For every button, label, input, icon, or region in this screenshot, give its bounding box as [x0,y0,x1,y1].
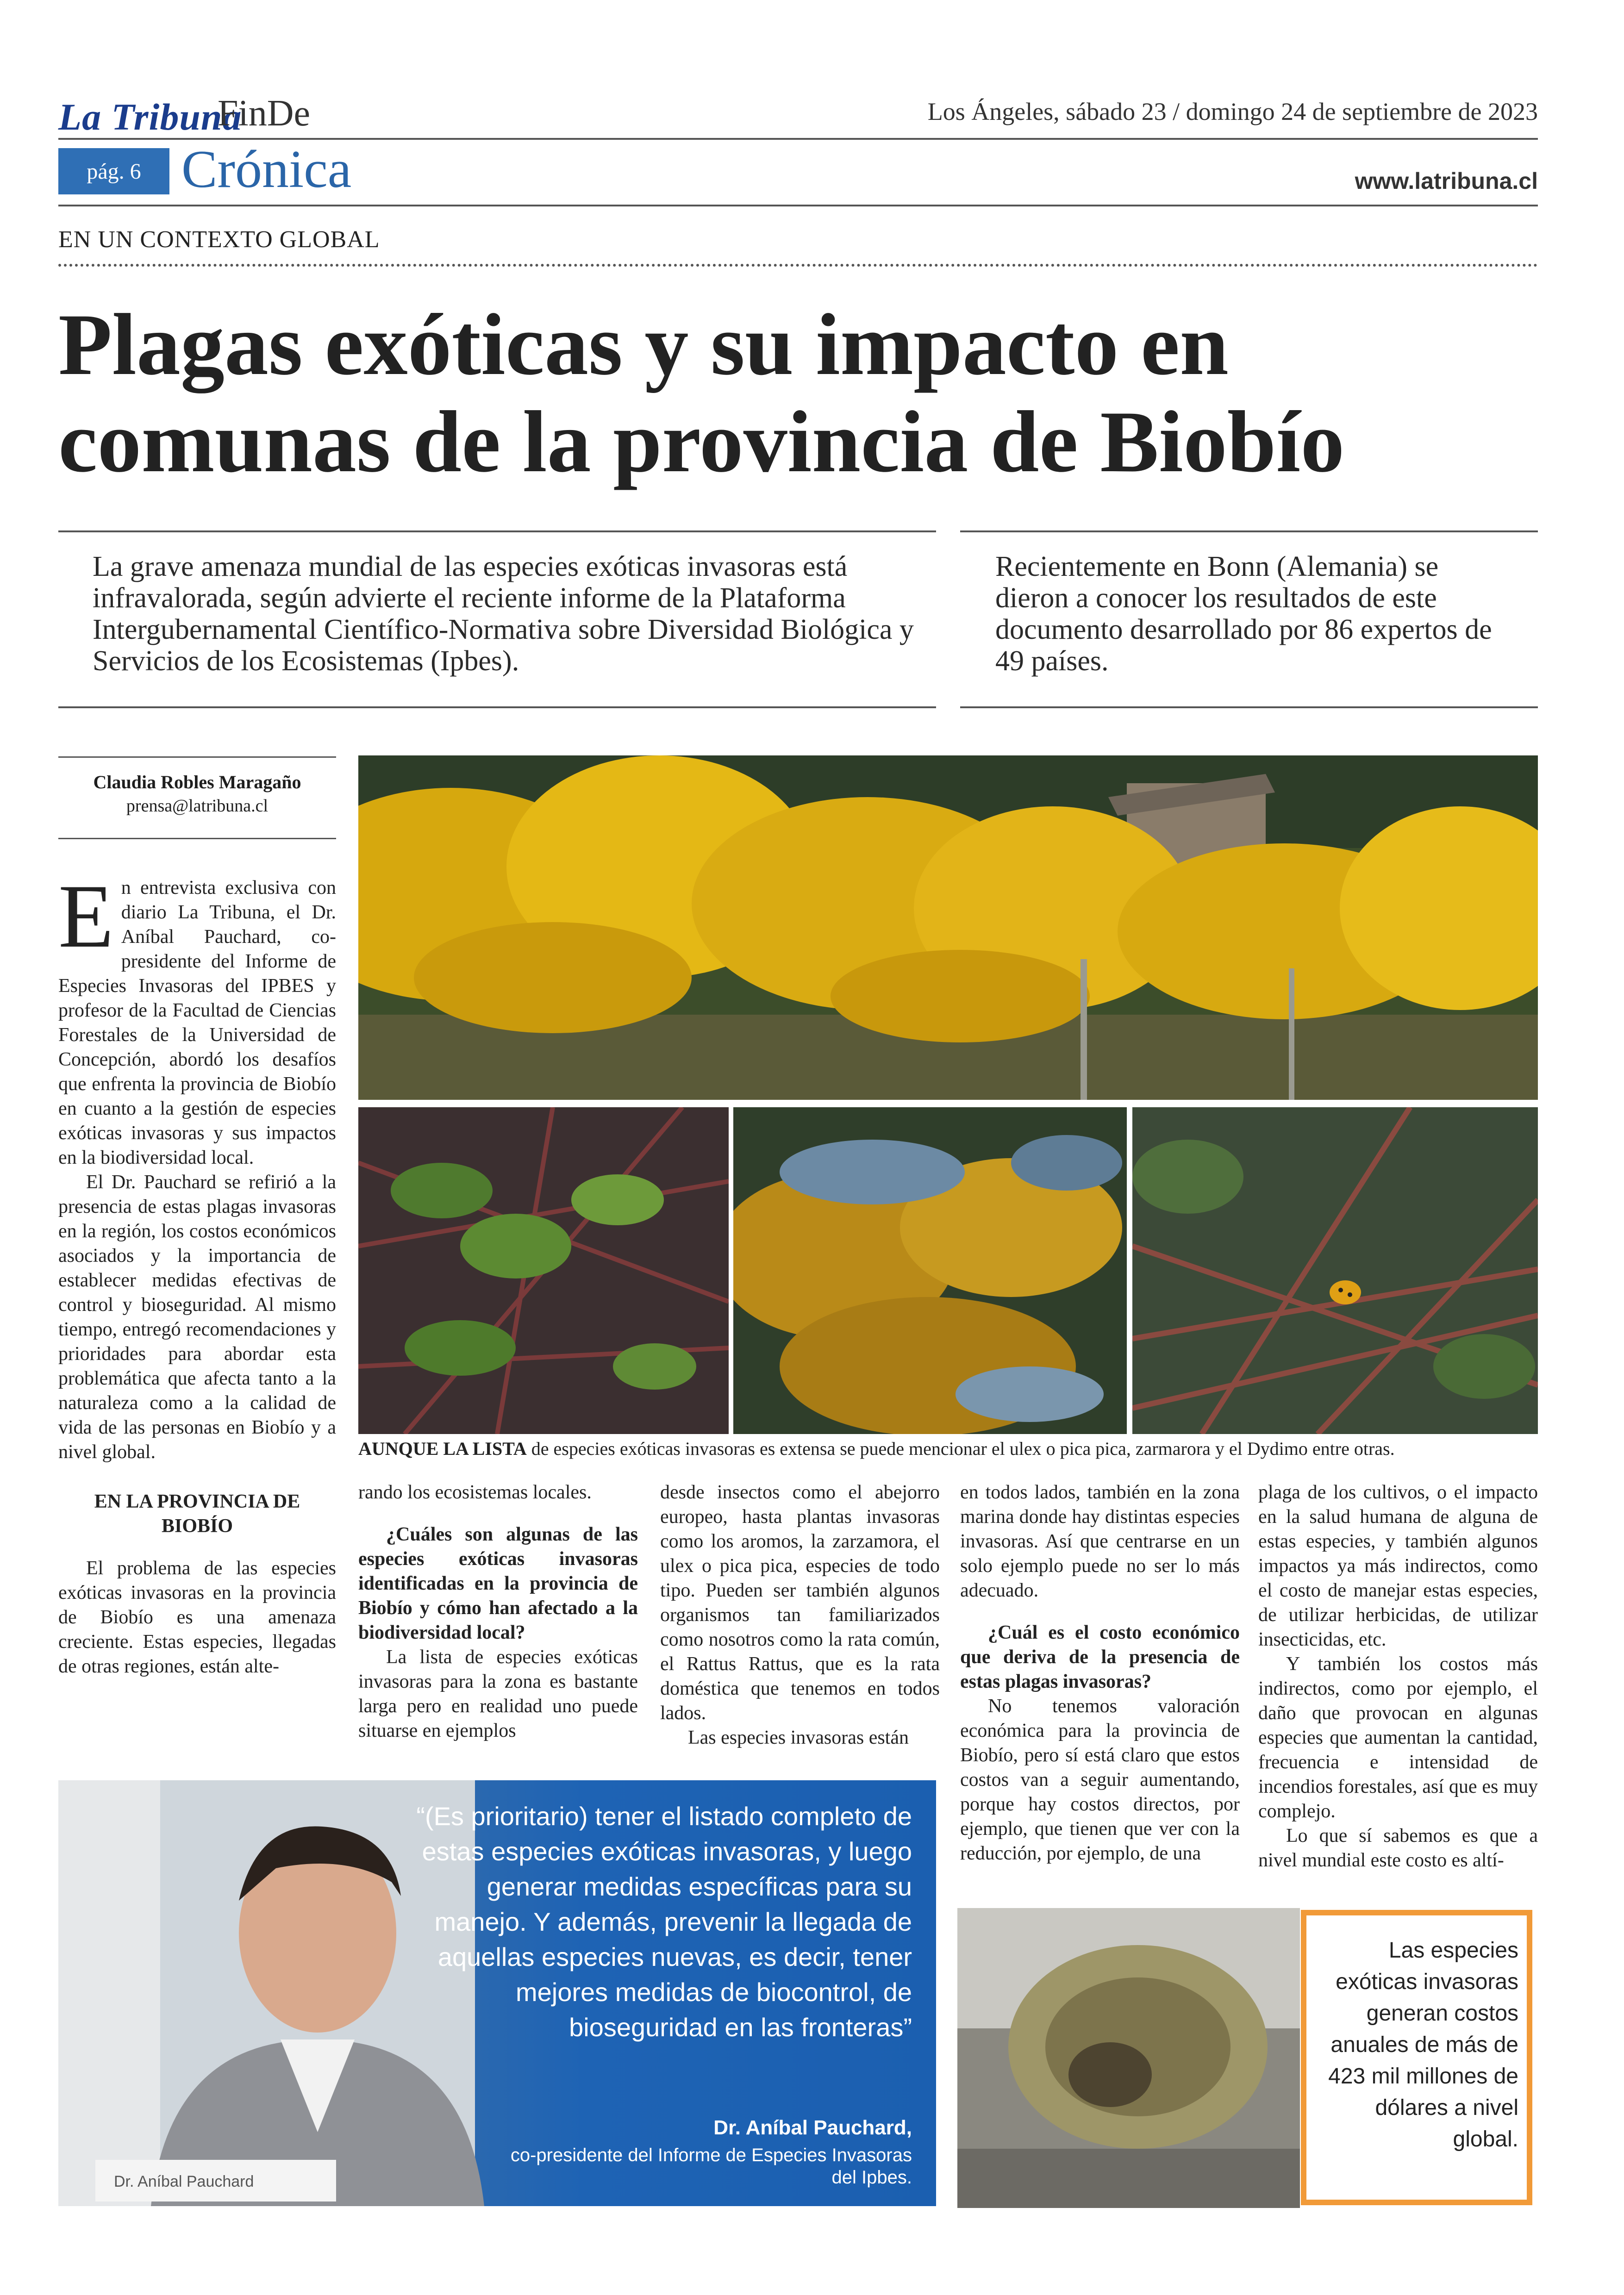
paragraph: desde insectos como el abejorro europeo, hasta plantas invasoras como los aromos, la zarzamora, el ulex o pica pica, especies de todo tipo. Pueden ser también algunos organismos tan familiarizados como nosotros como la rata común, el Rattus Rattus, que es la rata doméstica que tenemos en todos lados. [660,1482,940,1724]
deck-rule-right-bottom [960,706,1538,708]
interview-question: ¿Cuáles son algunas de las especies exóticas invasoras identificadas en la provincia de Biobío y cómo han afectado a la biodiversidad local? [358,1524,638,1643]
photo-invasive-specimen [957,1908,1300,2208]
pull-quote-author: Dr. Aníbal Pauchard, [713,2116,912,2139]
pull-quote-role: co-presidente del Informe de Especies Invasoras del Ipbes. [510,2145,912,2188]
paragraph: Las especies invasoras están [688,1727,909,1748]
drop-cap: E [58,866,114,967]
article-column-1 [58,866,336,1679]
paragraph: en todos lados, también en la zona marina donde hay distintas especies invasoras. Así que centrarse en un solo ejemplo puede no ser lo más adecuado. [960,1482,1240,1601]
deck-left: La grave amenaza mundial de las especies exóticas invasoras está infravalorada, según advierte el reciente informe de la Plataforma Intergubernamental Científico-Normativa sobre Diversidad Biológica y Servicios de los Ecosistemas (Ipbes). [93,551,914,677]
paragraph-text: n entrevista exclusiva con diario La Tribuna, el Dr. Aníbal Pauchard, co-presidente del Informe de Especies Invasoras del IPBES y profesor de la Facultad de Ciencias Forestales de la Universidad de Concepción, abordó los desafíos que enfrenta la provincia de Biobío en cuanto a la gestión de especies exóticas invasoras y sus impactos en la biodiversidad local. [58,877,336,1168]
paragraph: plaga de los cultivos, o el impacto en la salud humana de alguna de estas especies, y también algunos impactos ya más indirectos, como el costo de manejar estas especies, de utilizar herbicidas, de utilizar insecticidas, etc. [1258,1482,1538,1650]
byline-rule-bottom [58,838,336,839]
paragraph: Lo que sí sabemos es que a nivel mundial este costo es altí- [1258,1825,1538,1871]
photo-ulex-shrubs [358,755,1538,1100]
deck-rule-left-bottom [58,706,936,708]
header-rule-bottom [58,205,1538,206]
paragraph: El problema de las especies exóticas invasoras en la provincia de Biobío es una amenaza creciente. Estas especies, llegadas de otras regiones, están alte- [58,1558,336,1677]
dotted-divider [58,264,1538,267]
pull-quote-text: “(Es prioritario) tener el listado completo de estas especies exóticas invasoras, y luego generar medidas específicas para su manejo. Y además, prevenir la llegada de aquellas especies nuevas, es decir, tener mejores medidas de biocontrol, de bioseguridad en las fronteras” [416,1802,912,2042]
caption-lead: AUNQUE LA LISTA [358,1438,527,1459]
paragraph: No tenemos valoración económica para la provincia de Biobío, pero sí está claro que estos costos van a seguir aumentando, porque hay costos directos, por ejemplo, que tienen que ver con la reducción, por ejemplo, de una [960,1696,1240,1864]
caption-text: de especies exóticas invasoras es extensa se puede mencionar el ulex o pica pica, zarmarora y el Dydimo entre otras. [526,1438,1395,1459]
article-column-4 [960,1480,1240,1866]
deck-rule-right-top [960,530,1538,532]
interview-question: ¿Cuál es el costo económico que deriva de la presencia de estas plagas invasoras? [960,1622,1240,1692]
photo-river-didymo [733,1107,1127,1434]
paragraph: rando los ecosistemas locales. [358,1482,592,1503]
fact-box-text: Las especies exóticas invasoras generan costos anuales de más de 423 mil millones de dólares a nivel global. [1328,1938,1518,2152]
deck-right: Recientemente en Bonn (Alemania) se dieron a conocer los resultados de este documento desarrollado por 86 expertos de 49 países. [995,551,1492,677]
photo-zarzamora [358,1107,729,1434]
photo-caption [358,1438,1543,1459]
article-column-2 [358,1480,638,1743]
page-number-badge: pág. 6 [58,148,169,194]
edition-name: FinDe [218,93,310,134]
headline: Plagas exóticas y su impacto en comunas de la provincia de Biobío [58,296,1345,491]
article-column-3 [660,1480,940,1750]
paragraph: Y también los costos más indirectos, como por ejemplo, el daño que provocan en algunas especies que aumentan la cantidad, frecuencia e intensidad de incendios forestales, así que es muy complejo. [1258,1653,1538,1822]
byline-author: Claudia Robles Maragaño [93,772,301,792]
deck-rule-left-top [58,530,936,532]
website-link[interactable]: www.latribuna.cl [1355,168,1538,194]
dateline: Los Ángeles, sábado 23 / domingo 24 de septiembre de 2023 [927,98,1538,125]
kicker: EN UN CONTEXTO GLOBAL [58,226,380,253]
subheading: EN LA PROVINCIA DE BIOBÍO [94,1491,300,1537]
article-column-5 [1258,1480,1538,1873]
photo-branches-ladybug [1132,1107,1538,1434]
paragraph [58,866,336,1170]
byline-rule-top [58,756,336,758]
byline [58,771,336,816]
masthead-logo: La Tribuna [58,96,242,138]
byline-email[interactable]: prensa@latribuna.cl [126,796,269,816]
paragraph: El Dr. Pauchard se refirió a la presencia de estas plagas invasoras en la región, los costos económicos asociados y la importancia de establecer medidas efectivas de control y bioseguridad. Al mismo tiempo, entregó recomendaciones y prioridades para abordar esta problemática que afecta tanto a la naturaleza como a la calidad de vida de las personas en Biobío y a nivel global. [58,1172,336,1463]
section-title: Crónica [181,140,352,199]
paragraph: La lista de especies exóticas invasoras para la zona es bastante larga pero en realidad uno puede situarse en ejemplos [358,1646,638,1741]
nameplate-text: Dr. Aníbal Pauchard [114,2173,254,2190]
